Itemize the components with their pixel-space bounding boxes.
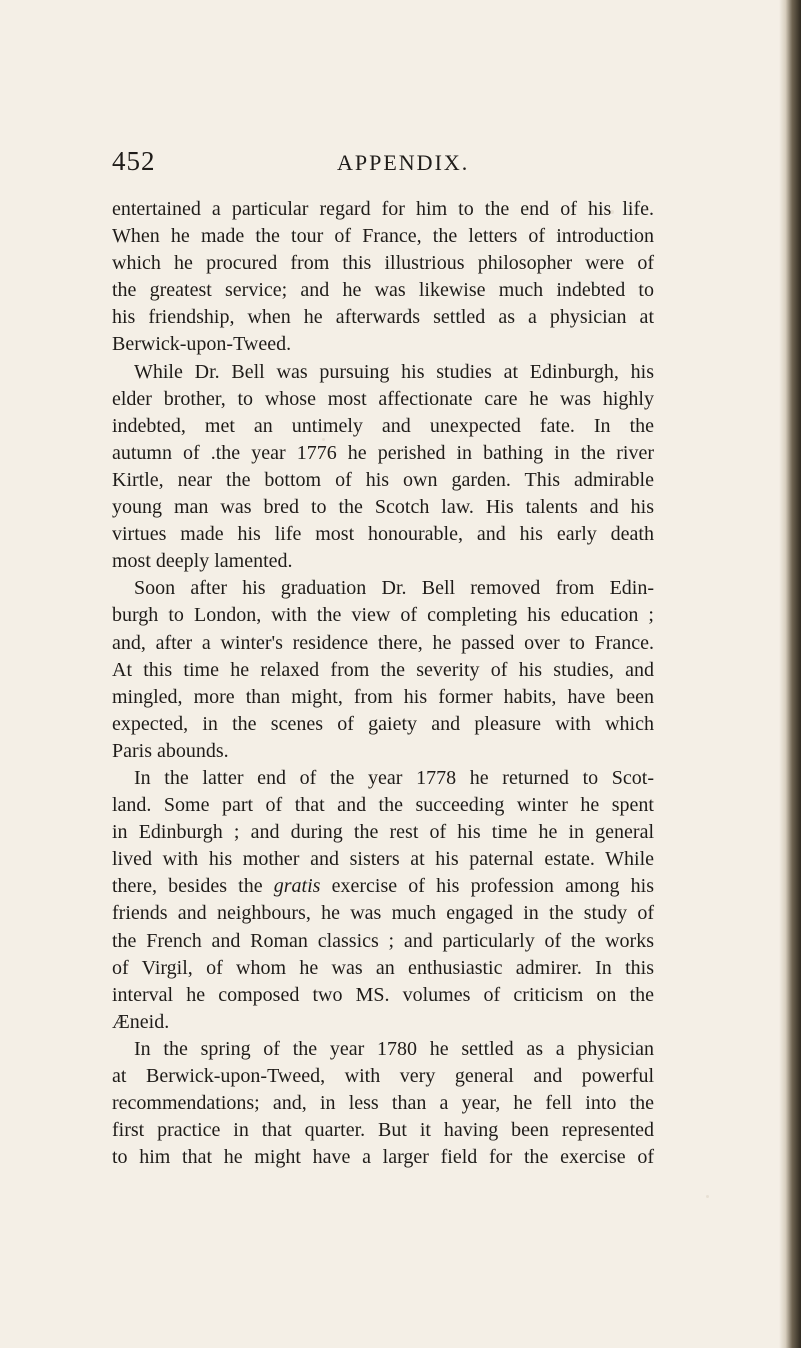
text-line: expected, in the scenes of gaiety and pleasure with which	[112, 712, 654, 735]
text-segment: there, besides the	[112, 875, 274, 898]
paragraph-start-line: In the spring of the year 1780 he settled as a physician	[134, 1037, 654, 1060]
paragraph-start-line: In the latter end of the year 1778 he returned to Scot-	[134, 766, 654, 789]
text-line: friends and neighbours, he was much engaged in the study of	[112, 902, 654, 925]
paragraph-start-line: Soon after his graduation Dr. Bell removed from Edin-	[134, 577, 654, 600]
text-line: elder brother, to whose most affectionate care he was highly	[112, 387, 654, 410]
text-line: the greatest service; and he was likewise much indebted to	[112, 279, 654, 302]
body-text	[112, 196, 654, 1171]
paper-speck	[322, 438, 325, 441]
text-line: Berwick-upon-Tweed.	[112, 333, 292, 356]
text-line: mingled, more than might, from his former habits, have been	[112, 685, 654, 708]
text-line: recommendations; and, in less than a year, he fell into the	[112, 1092, 654, 1115]
text-line: Paris abounds.	[112, 739, 229, 762]
paper-speck	[706, 1195, 709, 1198]
text-line: indebted, met an untimely and unexpected fate. In the	[112, 414, 654, 437]
text-segment: exercise of his profession among his	[320, 875, 655, 898]
text-line: virtues made his life most honourable, and his early death	[112, 523, 654, 546]
text-line: first practice in that quarter. But it having been represented	[112, 1119, 654, 1142]
text-line: At this time he relaxed from the severity of his studies, and	[112, 658, 654, 681]
text-line: which he procured from this illustrious philosopher were of	[112, 252, 654, 275]
text-line: at Berwick-upon-Tweed, with very general and powerful	[112, 1065, 654, 1087]
text-line: of Virgil, of whom he was an enthusiastic admirer. In this	[112, 956, 654, 979]
italic-word-gratis: gratis	[273, 875, 321, 898]
paper-speck	[610, 210, 614, 214]
page-number: 452	[112, 146, 156, 176]
text-line: burgh to London, with the view of completing his education ;	[112, 604, 654, 627]
text-line: young man was bred to the Scotch law. His talents and his	[112, 496, 654, 519]
text-line: interval he composed two MS. volumes of criticism on the	[112, 983, 654, 1006]
text-line: and, after a winter's residence there, he passed over to France.	[112, 631, 654, 654]
page-binding-edge	[779, 0, 801, 1348]
text-line: When he made the tour of France, the letters of introduction	[112, 225, 654, 248]
running-head: APPENDIX.	[337, 150, 470, 175]
text-line: lived with his mother and sisters at his paternal estate. While	[112, 848, 654, 871]
text-line: to him that he might have a larger field for the exercise of	[112, 1146, 654, 1169]
text-line: most deeply lamented.	[112, 550, 293, 573]
text-line: his friendship, when he afterwards settled as a physician at	[112, 306, 654, 329]
paragraph-start-line: While Dr. Bell was pursuing his studies at Edinburgh, his	[134, 360, 654, 383]
text-line-with-italic	[112, 873, 654, 900]
text-line: autumn of .the year 1776 he perished in bathing in the river	[112, 441, 654, 464]
text-line: entertained a particular regard for him to the end of his life.	[112, 198, 654, 220]
text-line: Kirtle, near the bottom of his own garden. This admirable	[112, 468, 654, 491]
text-line: the French and Roman classics ; and particularly of the works	[112, 929, 654, 952]
text-line: land. Some part of that and the succeeding winter he spent	[112, 794, 654, 817]
text-line: in Edinburgh ; and during the rest of his time he in general	[112, 821, 654, 844]
text-line: Æneid.	[112, 1010, 170, 1033]
page-header	[112, 146, 712, 186]
